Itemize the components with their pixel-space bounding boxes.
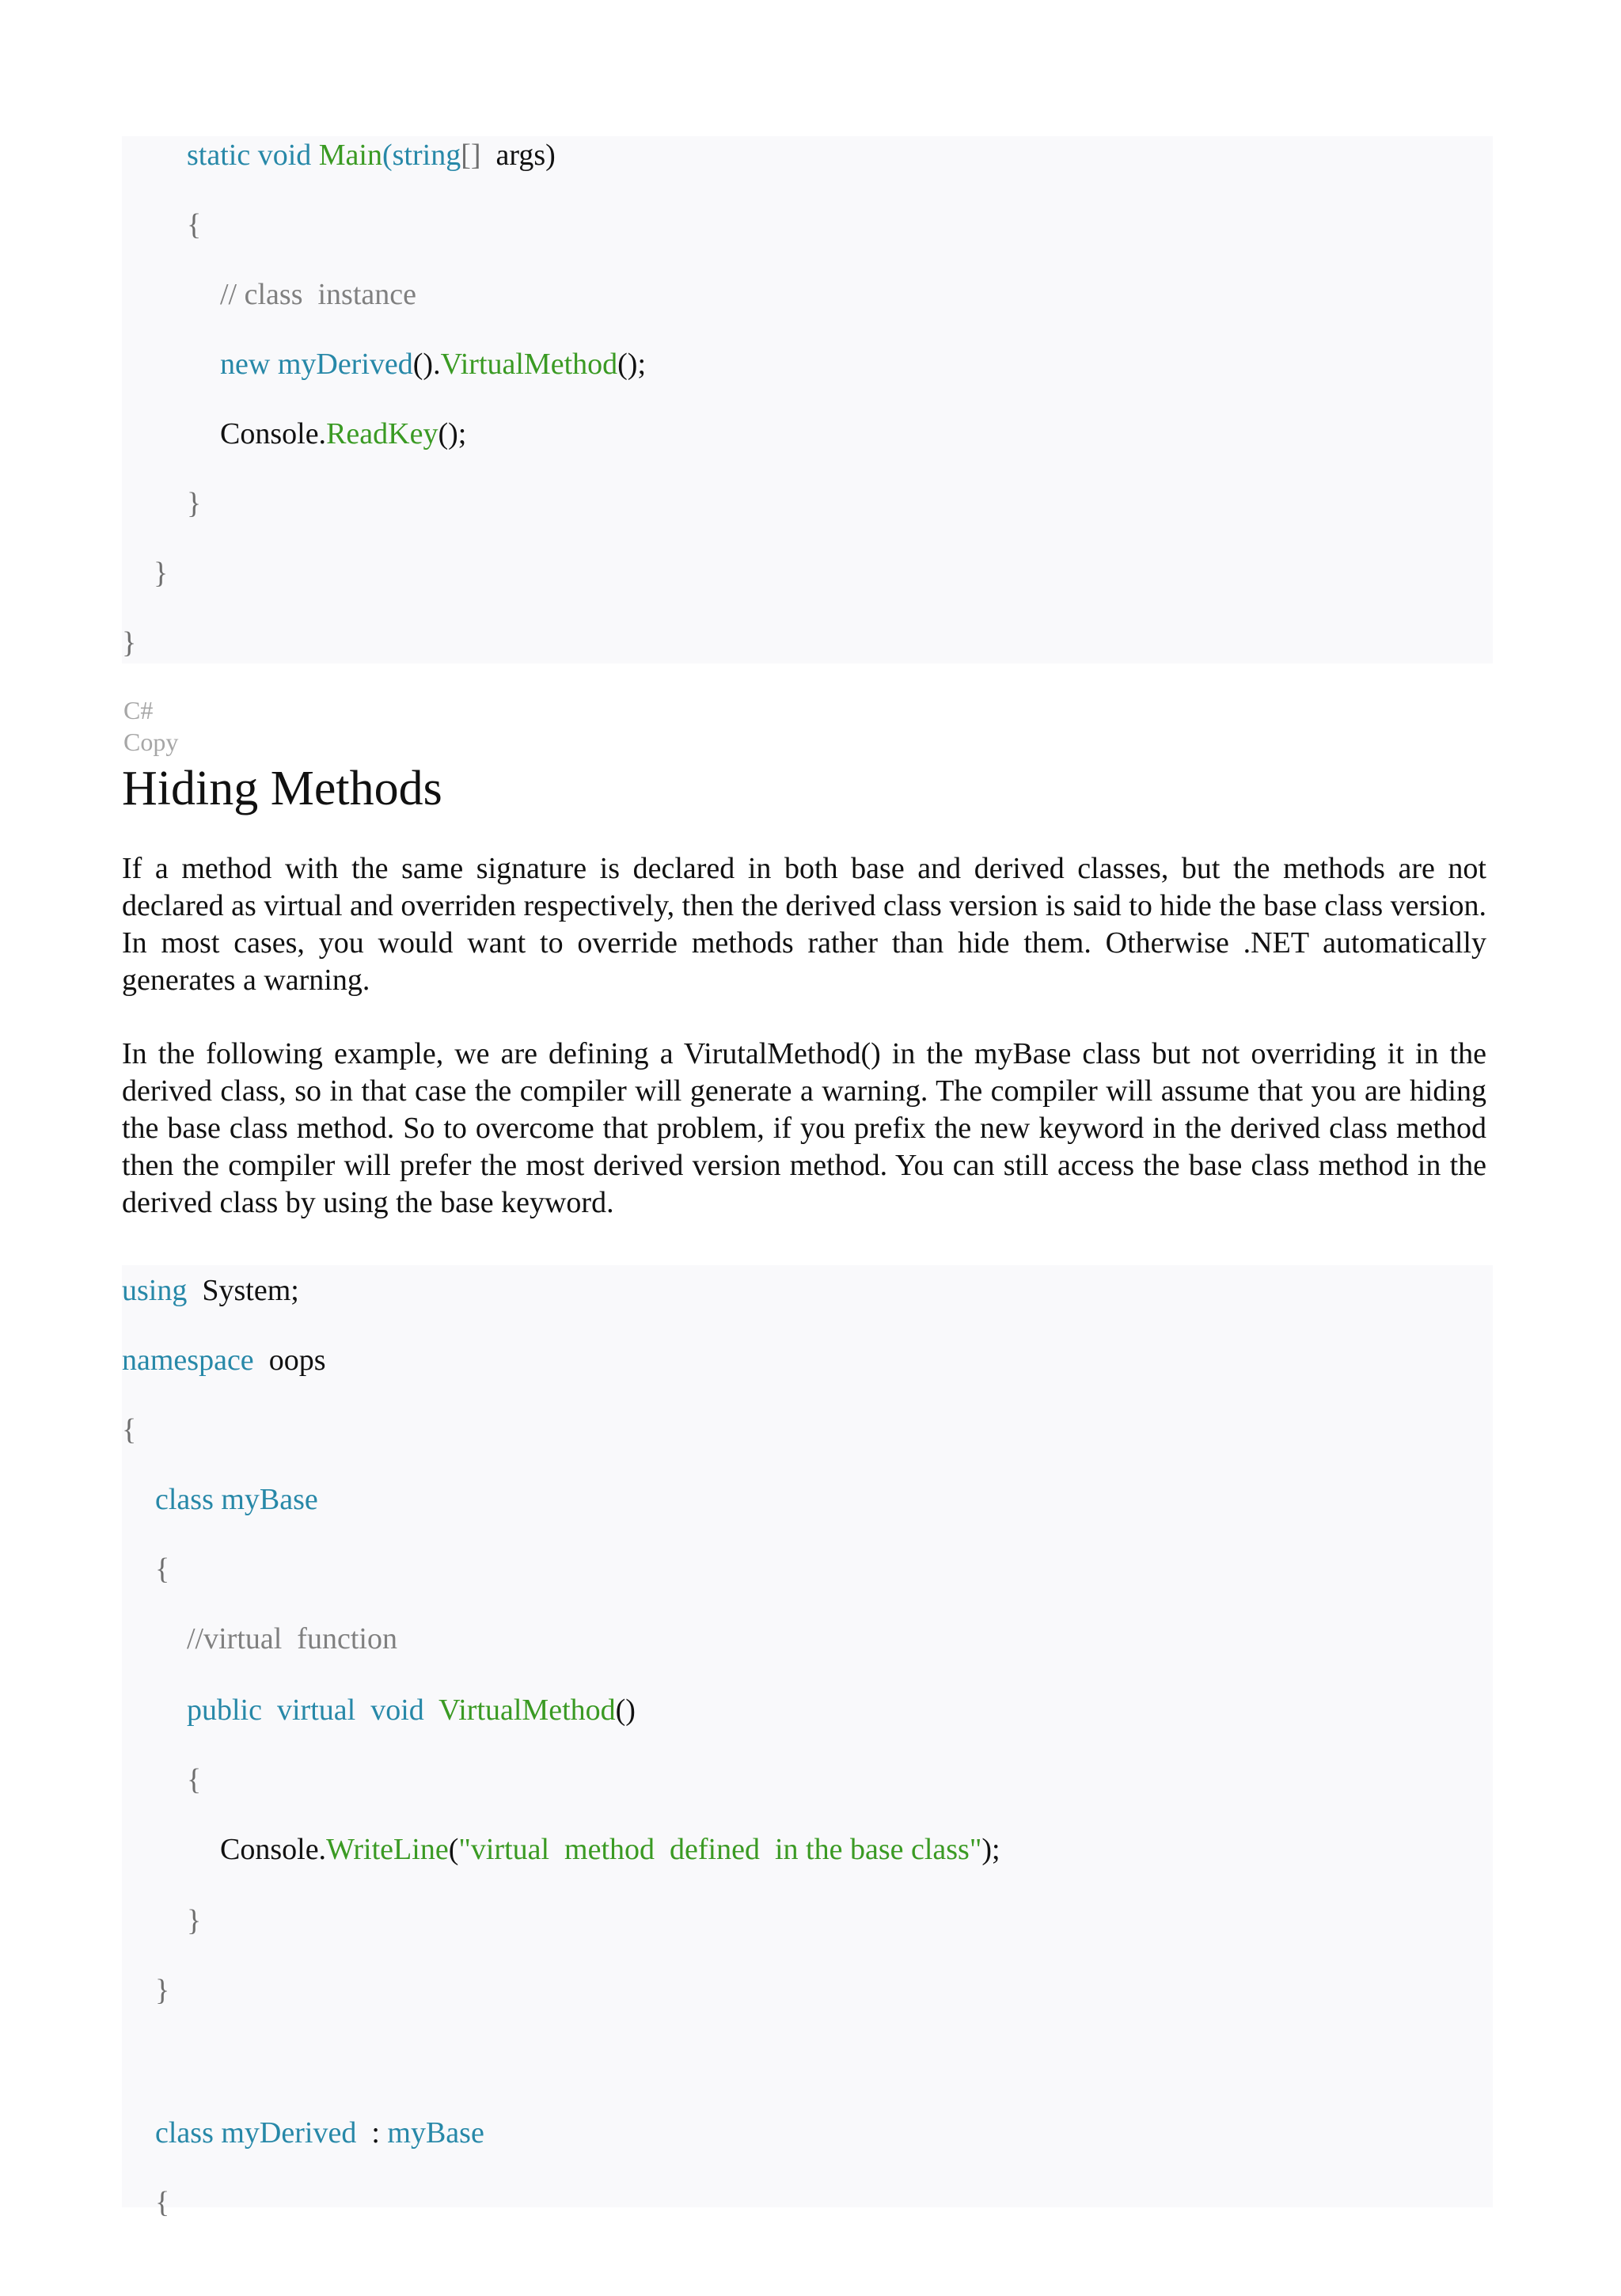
code-line xyxy=(187,1903,201,1938)
code-token: virtual xyxy=(276,1693,356,1727)
code-token: new xyxy=(220,348,271,381)
code-line xyxy=(155,1973,169,2008)
code-token: myBase xyxy=(387,2116,484,2150)
code-token: VirtualMethod xyxy=(438,1693,616,1727)
section-heading: Hiding Methods xyxy=(122,762,442,815)
code-token: (); xyxy=(617,348,647,381)
code-line xyxy=(122,1343,325,1378)
code-block-hiding-example xyxy=(122,1265,1493,2219)
code-token: namespace xyxy=(122,1344,254,1377)
code-token xyxy=(250,139,258,172)
code-token: myDerived xyxy=(277,348,413,381)
code-line xyxy=(155,1552,169,1587)
code-token xyxy=(355,1693,370,1727)
code-token: ( xyxy=(448,1833,459,1866)
code-line xyxy=(220,277,416,312)
code-line xyxy=(187,1621,397,1656)
code-token: class xyxy=(155,1483,214,1516)
code-line xyxy=(187,486,201,521)
code-token xyxy=(270,348,278,381)
code-token xyxy=(214,1483,222,1516)
code-token: public xyxy=(187,1693,262,1727)
code-token xyxy=(424,1693,438,1727)
code-line xyxy=(187,138,556,173)
code-token: () xyxy=(615,1693,636,1727)
paragraph-hiding-intro: If a method with the same signature is declared in both base and derived classes, but the methods are not declared as virtual and overriden respectively, then the derived class version is said to hide the base class version. In most cases, you would want to override methods rather than hide them. Otherwise .NET automatically generates a warning. xyxy=(122,852,1486,997)
code-token: class xyxy=(155,2116,214,2150)
code-token: args) xyxy=(480,139,556,172)
code-token: "virtual method defined in the base class" xyxy=(458,1833,982,1866)
code-token: void xyxy=(257,139,312,172)
code-token: { xyxy=(155,1553,170,1586)
code-token: (string xyxy=(382,139,461,172)
code-token: { xyxy=(155,2186,170,2219)
code-token: myBase xyxy=(221,1483,318,1516)
code-token xyxy=(311,139,319,172)
code-language-label: C# xyxy=(123,696,154,724)
code-line xyxy=(220,1832,1000,1867)
code-token: : xyxy=(356,2116,388,2150)
code-token: } xyxy=(187,487,202,520)
code-token: } xyxy=(187,1904,202,1937)
copy-code-button[interactable]: Copy xyxy=(123,728,179,756)
code-token: void xyxy=(370,1693,424,1727)
code-line xyxy=(154,556,168,591)
code-line xyxy=(155,1482,318,1517)
code-token: WriteLine xyxy=(326,1833,449,1866)
code-token: System; xyxy=(187,1274,299,1307)
code-token: static xyxy=(187,139,251,172)
code-token: VirtualMethod xyxy=(440,348,618,381)
code-line xyxy=(220,347,646,382)
code-token: } xyxy=(155,1974,170,2007)
code-token: { xyxy=(187,1763,202,1796)
code-token: ); xyxy=(981,1833,1000,1866)
code-token: oops xyxy=(253,1344,326,1377)
code-token: // class instance xyxy=(220,278,416,311)
code-line xyxy=(187,1693,636,1728)
code-token: } xyxy=(154,557,169,590)
code-line xyxy=(155,2115,484,2150)
code-token: { xyxy=(187,208,202,241)
code-token: myDerived xyxy=(221,2116,357,2150)
code-token xyxy=(214,2116,222,2150)
paragraph-hiding-example: In the following example, we are defining a VirutalMethod() in the myBase class but not overriding it in the derived class, so in that case the compiler will generate a warning. The compiler will assume that you are hiding the base class method. So to overcome that problem, if you prefix the new keyword in the derived class method then the compiler will prefer the most derived version method. You can still access the base class method in the derived class by using the base keyword. xyxy=(122,1037,1486,1219)
code-token: using xyxy=(122,1274,188,1307)
code-token: (). xyxy=(412,348,441,381)
code-token: ReadKey xyxy=(326,417,438,450)
code-token: [] xyxy=(461,139,481,172)
code-token: { xyxy=(122,1413,137,1446)
code-line xyxy=(122,1412,136,1447)
code-token: (); xyxy=(438,417,467,450)
code-line xyxy=(122,625,136,660)
code-token: Console. xyxy=(220,417,327,450)
code-line xyxy=(220,416,466,451)
code-line xyxy=(187,1762,201,1797)
code-line xyxy=(122,1273,299,1308)
code-token xyxy=(262,1693,277,1727)
code-token: //virtual function xyxy=(187,1622,397,1655)
code-token: } xyxy=(122,626,137,660)
code-token: Console. xyxy=(220,1833,327,1866)
code-block-main-method xyxy=(122,136,1493,663)
code-token: Main xyxy=(318,139,382,172)
code-line xyxy=(187,207,201,242)
code-line xyxy=(155,2185,169,2220)
